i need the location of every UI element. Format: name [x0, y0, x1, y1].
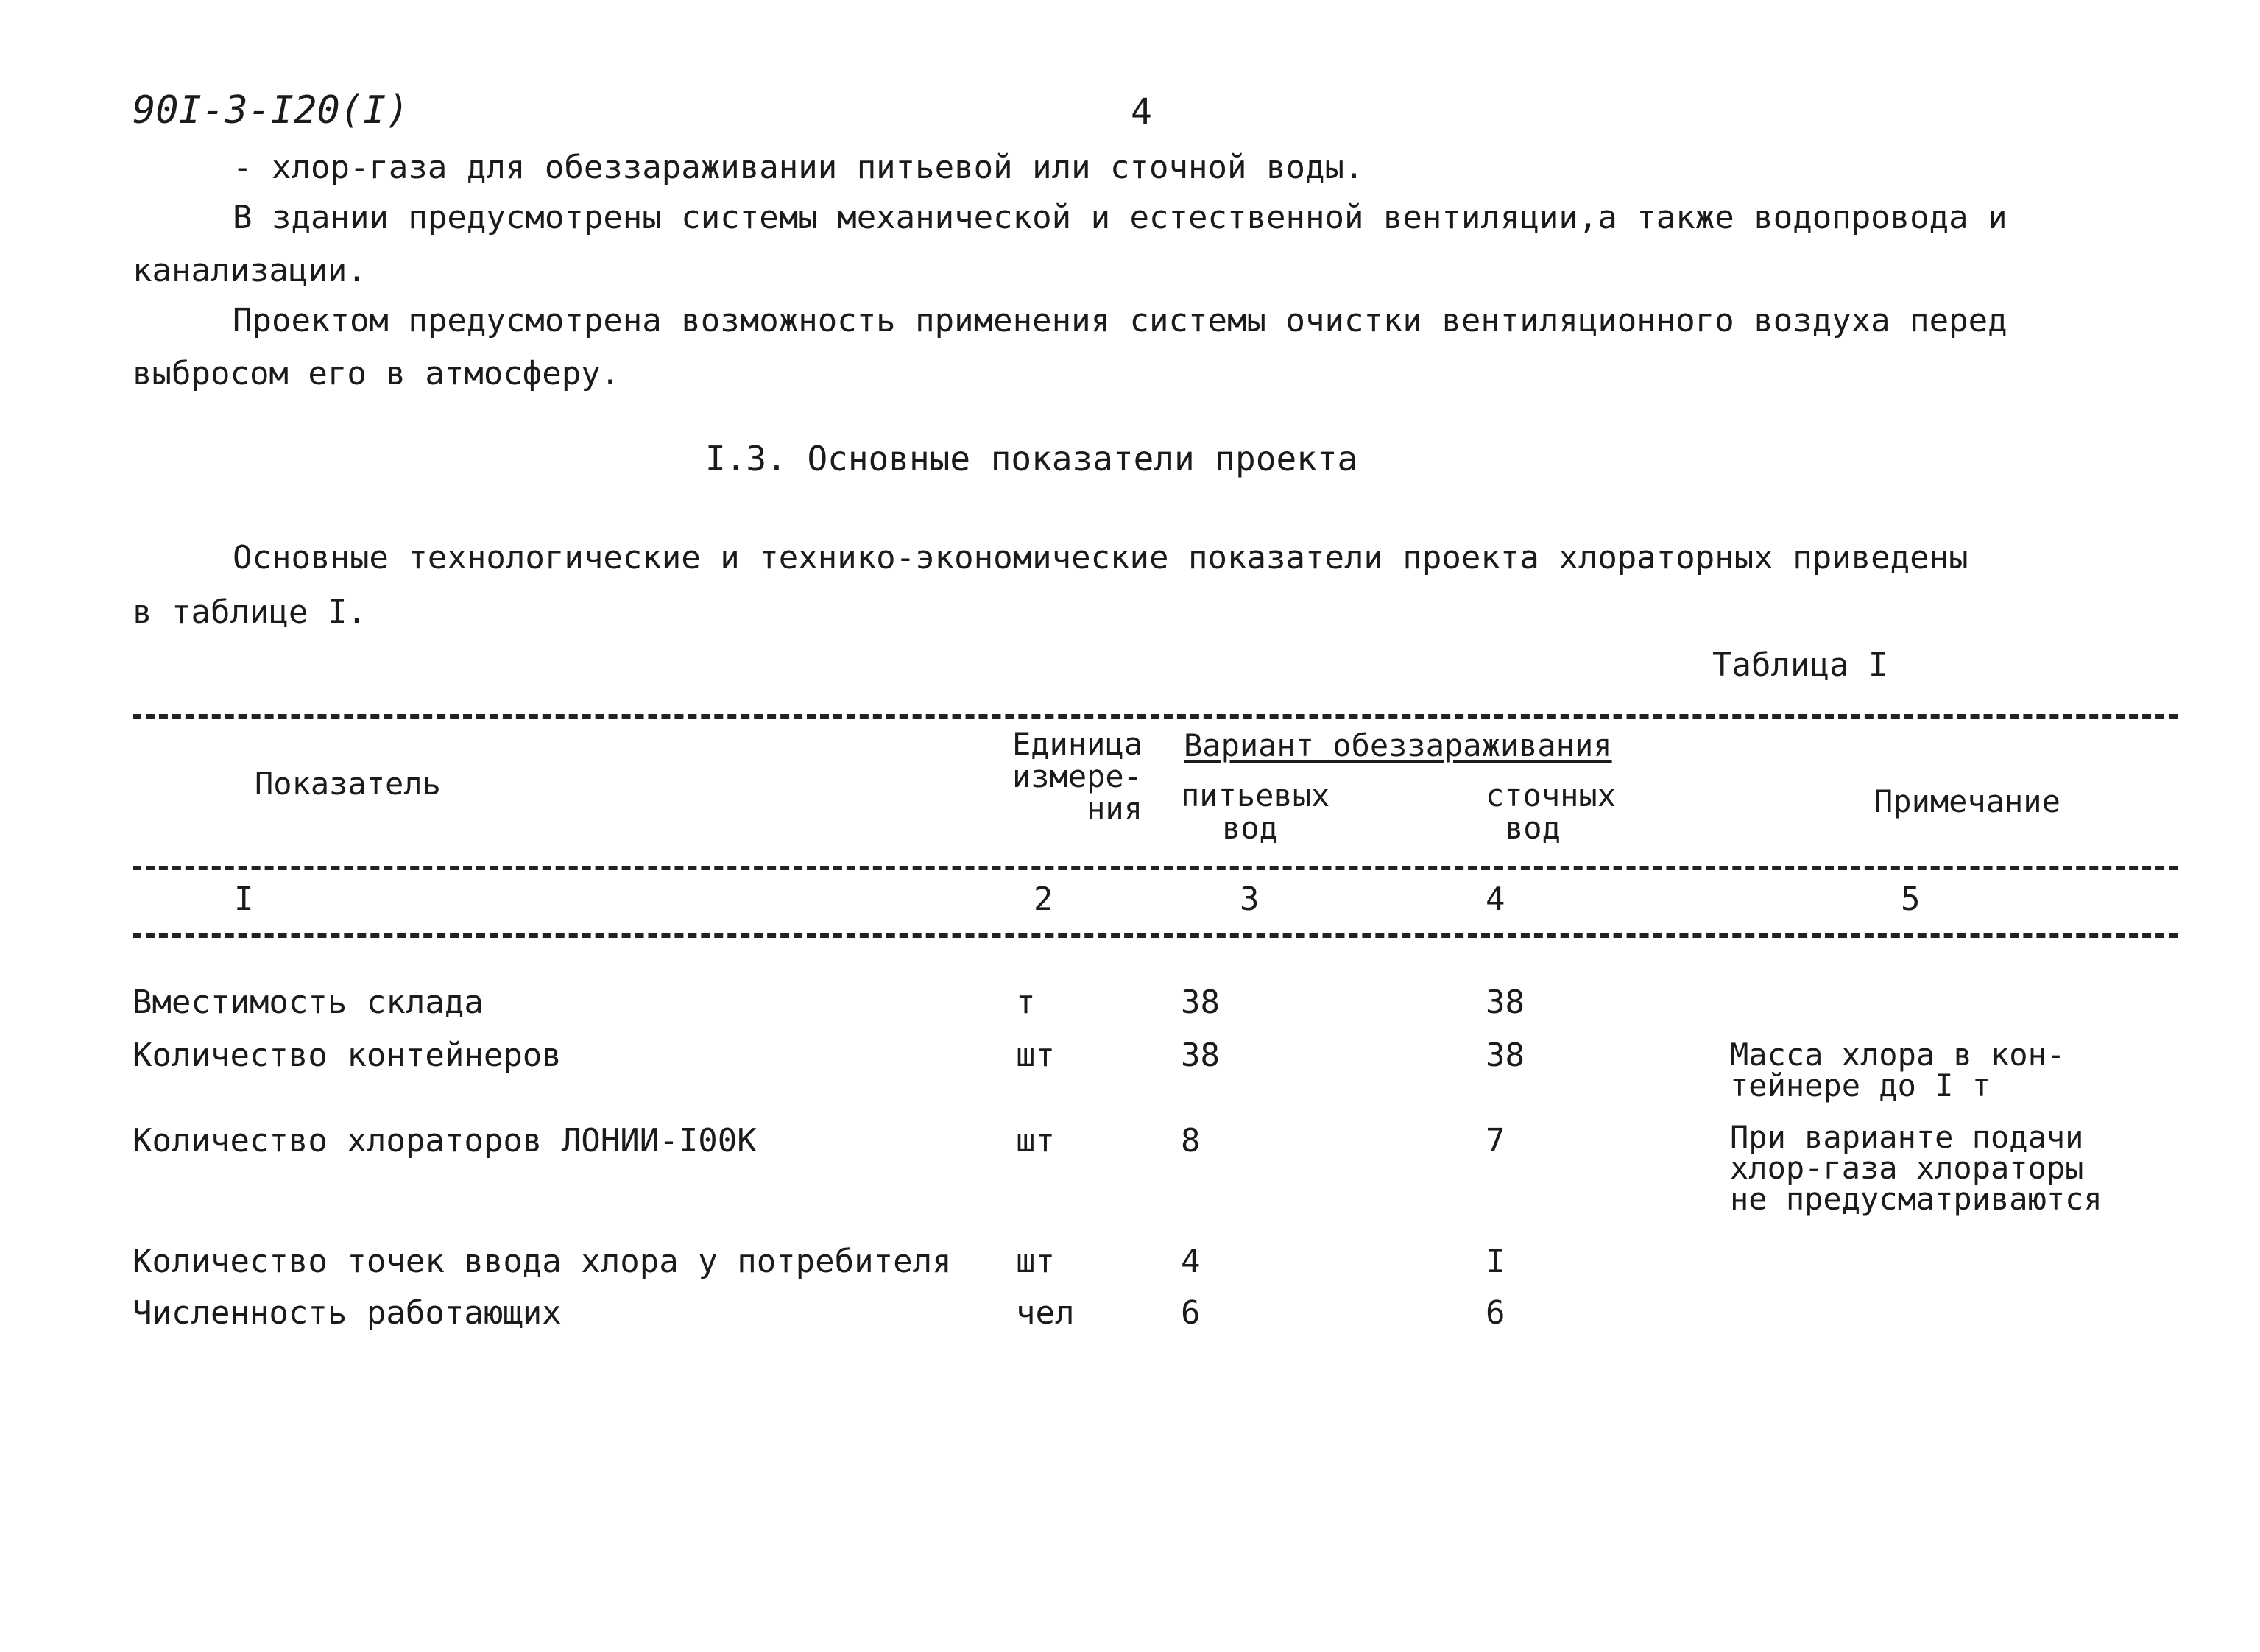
row-note: Масса хлора в кон- тейнере до I т — [1730, 1037, 2066, 1104]
header-unit-line2: измере- — [1011, 758, 1143, 794]
row-drinking-value: 38 — [1181, 984, 1220, 1021]
table-label: Таблица I — [1712, 646, 1888, 684]
row-indicator: Количество контейнеров — [133, 1037, 562, 1074]
section-intro-line-1: Основные технологические и технико-экономические показатели проекта хлораторных приведены — [233, 539, 1968, 576]
header-drinking-line2: вод — [1222, 810, 1278, 846]
header-rule — [133, 866, 2178, 870]
row-indicator: Численность работающих — [133, 1294, 562, 1332]
row-waste-value: 7 — [1486, 1122, 1505, 1159]
row-indicator: Количество точек ввода хлора у потребителя — [133, 1243, 952, 1280]
header-unit-line1: Единица — [1011, 726, 1143, 762]
header-indicator: Показатель — [255, 766, 441, 802]
row-unit: шт — [1016, 1243, 1055, 1280]
page-number: 4 — [1131, 91, 1152, 133]
intro-line-4: Проектом предусмотрена возможность применения системы очистки вентиляционного воздуха перед — [233, 302, 2007, 339]
row-indicator: Вместимость склада — [133, 984, 484, 1021]
section-title: I.3. Основные показатели проекта — [705, 439, 1358, 479]
row-waste-value: 6 — [1486, 1294, 1505, 1332]
column-number-2: 2 — [1034, 880, 1053, 918]
numbering-rule — [133, 933, 2178, 938]
row-drinking-value: 6 — [1181, 1294, 1201, 1332]
header-waste-line2: вод — [1505, 810, 1561, 846]
row-waste-value: I — [1486, 1243, 1505, 1280]
row-drinking-value: 4 — [1181, 1243, 1201, 1280]
header-waste-line1: сточных — [1486, 777, 1617, 813]
intro-line-5: выбросом его в атмосферу. — [133, 355, 621, 392]
column-number-5: 5 — [1901, 880, 1921, 918]
header-variant: Вариант обеззараживания — [1184, 727, 1612, 763]
row-indicator: Количество хлораторов ЛОНИИ-I00К — [133, 1122, 757, 1159]
row-waste-value: 38 — [1486, 1037, 1525, 1074]
column-number-3: 3 — [1240, 880, 1260, 918]
row-unit: т — [1016, 984, 1036, 1021]
intro-line-1: - хлор-газа для обеззараживании питьевой или сточной воды. — [233, 149, 1364, 186]
column-number-1: I — [234, 880, 254, 918]
row-waste-value: 38 — [1486, 984, 1525, 1021]
section-intro-line-2: в таблице I. — [133, 593, 367, 631]
column-number-4: 4 — [1486, 880, 1505, 918]
row-drinking-value: 8 — [1181, 1122, 1201, 1159]
row-note: При варианте подачи хлор-газа хлораторы не предусматриваются — [1730, 1119, 2102, 1217]
row-unit: шт — [1016, 1122, 1055, 1159]
header-note: Примечание — [1874, 783, 2061, 819]
row-unit: шт — [1016, 1037, 1055, 1074]
row-drinking-value: 38 — [1181, 1037, 1220, 1074]
row-unit: чел — [1016, 1294, 1075, 1332]
intro-line-3: канализации. — [133, 252, 367, 289]
header-unit-line3: ния — [1087, 791, 1143, 827]
header-drinking-line1: питьевых — [1181, 777, 1330, 813]
document-code: 90I-3-I20(I) — [133, 88, 409, 133]
intro-line-2: В здании предусмотрены системы механической и естественной вентиляции,а также водопровода и — [233, 199, 2007, 236]
table-top-rule — [133, 714, 2178, 719]
